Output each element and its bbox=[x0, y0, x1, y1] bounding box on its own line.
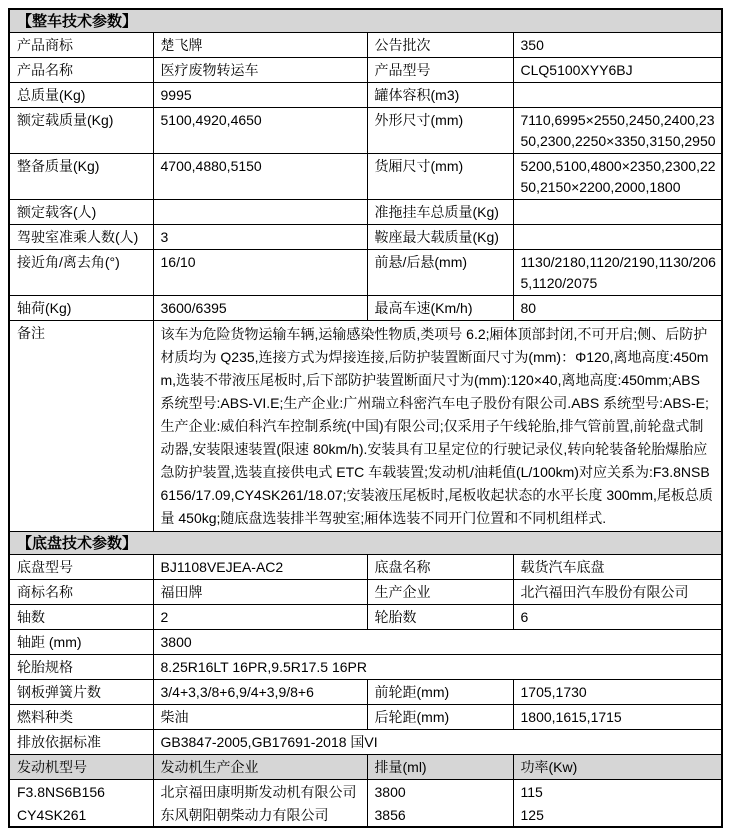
label-cell: 轴荷(Kg) bbox=[9, 296, 153, 321]
value-cell: 4700,4880,5150 bbox=[153, 154, 367, 200]
label-cell: 整备质量(Kg) bbox=[9, 154, 153, 200]
value-cell: GB3847-2005,GB17691-2018 国VI bbox=[153, 730, 722, 755]
table-row bbox=[9, 108, 722, 154]
value-cell: 1705,1730 bbox=[513, 680, 722, 705]
label-cell: 商标名称 bbox=[9, 580, 153, 605]
engine-header-cell: 排量(ml) bbox=[367, 755, 513, 780]
label-cell: 排放依据标准 bbox=[9, 730, 153, 755]
value-cell: 3 bbox=[153, 225, 367, 250]
vehicle-section-header bbox=[9, 9, 722, 33]
label-cell: 轮胎数 bbox=[367, 605, 513, 630]
engine-header-cell: 发动机生产企业 bbox=[153, 755, 367, 780]
value-cell: 350 bbox=[513, 33, 722, 58]
table-row bbox=[9, 154, 722, 200]
value-cell: 医疗废物转运车 bbox=[153, 58, 367, 83]
label-cell: 燃料种类 bbox=[9, 705, 153, 730]
engine-header-row bbox=[9, 755, 722, 780]
value-cell: BJ1108VEJEA-AC2 bbox=[153, 555, 367, 580]
value-cell: 8.25R16LT 16PR,9.5R17.5 16PR bbox=[153, 655, 722, 680]
vehicle-spec-table bbox=[8, 8, 723, 828]
label-cell: 轴距 (mm) bbox=[9, 630, 153, 655]
table-row bbox=[9, 33, 722, 58]
value-cell: 16/10 bbox=[153, 250, 367, 296]
value-cell: 载货汽车底盘 bbox=[513, 555, 722, 580]
table-row bbox=[9, 655, 722, 680]
label-cell: 公告批次 bbox=[367, 33, 513, 58]
label-cell: 准拖挂车总质量(Kg) bbox=[367, 200, 513, 225]
value-cell: 北汽福田汽车股份有限公司 bbox=[513, 580, 722, 605]
label-cell: 底盘型号 bbox=[9, 555, 153, 580]
engine-header-cell: 功率(Kw) bbox=[513, 755, 722, 780]
table-row bbox=[9, 705, 722, 730]
value-cell: 楚飞牌 bbox=[153, 33, 367, 58]
value-cell: 柴油 bbox=[153, 705, 367, 730]
engine-model-cell: F3.8NS6B156 bbox=[9, 780, 153, 804]
value-cell: 福田牌 bbox=[153, 580, 367, 605]
table-row bbox=[9, 200, 722, 225]
vehicle-section-title: 【整车技术参数】 bbox=[9, 9, 722, 33]
table-row bbox=[9, 225, 722, 250]
value-cell: 1130/2180,1120/2190,1130/2065,1120/2075 bbox=[513, 250, 722, 296]
label-cell: 额定载质量(Kg) bbox=[9, 108, 153, 154]
chassis-section-header bbox=[9, 532, 722, 555]
value-cell: 3800 bbox=[153, 630, 722, 655]
table-row bbox=[9, 730, 722, 755]
remark-label-cell: 备注 bbox=[9, 321, 153, 532]
engine-displacement-cell: 3800 bbox=[367, 780, 513, 804]
value-cell bbox=[513, 200, 722, 225]
value-cell bbox=[513, 83, 722, 108]
value-cell: 3600/6395 bbox=[153, 296, 367, 321]
table-row bbox=[9, 296, 722, 321]
label-cell: 前悬/后悬(mm) bbox=[367, 250, 513, 296]
value-cell: 2 bbox=[153, 605, 367, 630]
label-cell: 前轮距(mm) bbox=[367, 680, 513, 705]
table-row bbox=[9, 580, 722, 605]
table-row bbox=[9, 250, 722, 296]
label-cell: 产品型号 bbox=[367, 58, 513, 83]
label-cell: 底盘名称 bbox=[367, 555, 513, 580]
label-cell: 产品商标 bbox=[9, 33, 153, 58]
label-cell: 钢板弹簧片数 bbox=[9, 680, 153, 705]
engine-power-cell: 125 bbox=[513, 803, 722, 827]
label-cell: 总质量(Kg) bbox=[9, 83, 153, 108]
value-cell bbox=[153, 200, 367, 225]
chassis-section-title: 【底盘技术参数】 bbox=[9, 532, 722, 555]
label-cell: 轴数 bbox=[9, 605, 153, 630]
table-row bbox=[9, 630, 722, 655]
label-cell: 鞍座最大载质量(Kg) bbox=[367, 225, 513, 250]
table-row bbox=[9, 680, 722, 705]
table-row bbox=[9, 555, 722, 580]
engine-header-cell: 发动机型号 bbox=[9, 755, 153, 780]
value-cell: 1800,1615,1715 bbox=[513, 705, 722, 730]
engine-displacement-cell: 3856 bbox=[367, 803, 513, 827]
label-cell: 接近角/离去角(°) bbox=[9, 250, 153, 296]
table-row bbox=[9, 58, 722, 83]
remark-text-cell: 该车为危险货物运输车辆,运输感染性物质,类项号 6.2;厢体顶部封闭,不可开启;侧、后防护材质均为 Q235,连接方式为焊接连接,后防护装置断面尺寸为(mm)：Φ120,离地高度:450mm,选装不带液压尾板时,后下部防护装置断面尺寸为(mm):120×40,离地高度:450mm;ABS 系统型号:ABS-VI.E;生产企业:广州瑞立科密汽车电子股份有限公司.ABS 系统型号:ABS-E;生产企业:威伯科汽车控制系统(中国)有限公司;仅采用子午线轮胎,排气管前置,前轮盘式制动器,安装限速装置(限速 80km/h).安装具有卫星定位的行驶记录仪,转向轮装备轮胎爆胎应急防护装置,选装直接供电式 ETC 车载装置;发动机/油耗值(L/100km)对应关系为:F3.8NSB6156/17.09,CY4SK261/18.07;安装液压尾板时,尾板收起状态的水平长度 300mm,尾板总质量 450kg;随底盘选装排半驾驶室;厢体选装不同开门位置和不同机组样式. bbox=[153, 321, 722, 532]
table-row bbox=[9, 605, 722, 630]
label-cell: 外形尺寸(mm) bbox=[367, 108, 513, 154]
engine-row bbox=[9, 803, 722, 827]
value-cell: 7110,6995×2550,2450,2400,2350,2300,2250×3350,3150,2950 bbox=[513, 108, 722, 154]
value-cell bbox=[513, 225, 722, 250]
label-cell: 产品名称 bbox=[9, 58, 153, 83]
value-cell: 5100,4920,4650 bbox=[153, 108, 367, 154]
label-cell: 轮胎规格 bbox=[9, 655, 153, 680]
label-cell: 货厢尺寸(mm) bbox=[367, 154, 513, 200]
engine-manufacturer-cell: 北京福田康明斯发动机有限公司 bbox=[153, 780, 367, 804]
label-cell: 后轮距(mm) bbox=[367, 705, 513, 730]
label-cell: 生产企业 bbox=[367, 580, 513, 605]
value-cell: CLQ5100XYY6BJ bbox=[513, 58, 722, 83]
label-cell: 最高车速(Km/h) bbox=[367, 296, 513, 321]
table-row bbox=[9, 83, 722, 108]
label-cell: 罐体容积(m3) bbox=[367, 83, 513, 108]
engine-model-cell: CY4SK261 bbox=[9, 803, 153, 827]
value-cell: 80 bbox=[513, 296, 722, 321]
value-cell: 3/4+3,3/8+6,9/4+3,9/8+6 bbox=[153, 680, 367, 705]
value-cell: 6 bbox=[513, 605, 722, 630]
engine-manufacturer-cell: 东风朝阳朝柴动力有限公司 bbox=[153, 803, 367, 827]
value-cell: 5200,5100,4800×2350,2300,2250,2150×2200,2000,1800 bbox=[513, 154, 722, 200]
label-cell: 驾驶室准乘人数(人) bbox=[9, 225, 153, 250]
label-cell: 额定载客(人) bbox=[9, 200, 153, 225]
engine-row bbox=[9, 780, 722, 804]
engine-power-cell: 115 bbox=[513, 780, 722, 804]
value-cell: 9995 bbox=[153, 83, 367, 108]
remark-row bbox=[9, 321, 722, 532]
